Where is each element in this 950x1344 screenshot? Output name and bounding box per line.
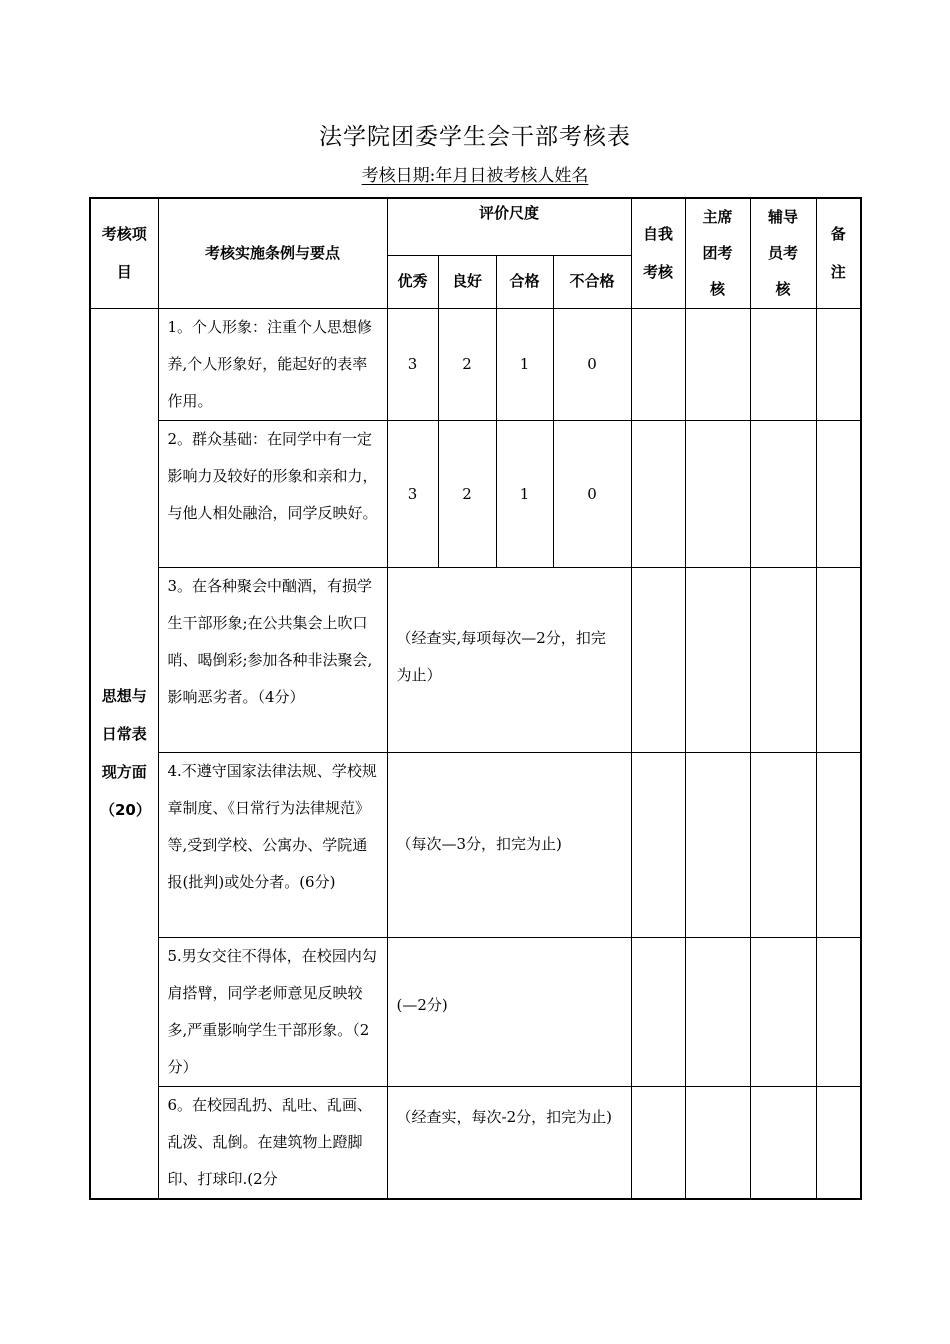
remark-cell[interactable]: [816, 420, 861, 567]
header-fail: 不合格: [553, 255, 631, 308]
header-chair: 主席团考核: [685, 198, 750, 308]
item-text: 2。群众基础：在同学中有一定影响力及较好的形象和亲和力，与他人相处融洽，同学反映好。: [158, 420, 387, 567]
item-text: 6。在校园乱扔、乱吐、乱画、乱泼、乱倒。在建筑物上蹬脚印、打球印.(2分: [158, 1086, 387, 1199]
score-excellent: 3: [387, 420, 438, 567]
self-assessment-cell[interactable]: [631, 420, 685, 567]
header-pass: 合格: [496, 255, 553, 308]
chair-assessment-cell[interactable]: [685, 420, 750, 567]
header-excellent: 优秀: [387, 255, 438, 308]
header-good: 良好: [438, 255, 496, 308]
chair-assessment-cell[interactable]: [685, 752, 750, 937]
document-title: 法学院团委学生会干部考核表: [319, 124, 631, 150]
score-pass: 1: [496, 308, 553, 420]
item-deduction-note: （每次—3分，扣完为止): [387, 752, 631, 937]
table-row: [90, 752, 861, 937]
table-row: [90, 567, 861, 752]
item-deduction-note: （经查实，每次-2分，扣完为止): [387, 1086, 631, 1199]
counselor-assessment-cell[interactable]: [750, 937, 816, 1086]
header-self: 自我考核: [631, 198, 685, 308]
category-cell: 思想与日常表现方面（20）: [90, 308, 158, 1199]
document-subtitle: 考核日期:年月日被考核人姓名: [361, 166, 589, 186]
counselor-assessment-cell[interactable]: [750, 420, 816, 567]
header-category: 考核项目: [90, 198, 158, 308]
header-content: 考核实施条例与要点: [158, 198, 387, 308]
score-fail: 0: [553, 308, 631, 420]
item-deduction-note: (—2分): [387, 937, 631, 1086]
remark-cell[interactable]: [816, 752, 861, 937]
item-text: 1。个人形象：注重个人思想修养,个人形象好，能起好的表率作用。: [158, 308, 387, 420]
self-assessment-cell[interactable]: [631, 567, 685, 752]
table-row: [90, 420, 861, 567]
remark-cell[interactable]: [816, 937, 861, 1086]
counselor-assessment-cell[interactable]: [750, 1086, 816, 1199]
chair-assessment-cell[interactable]: [685, 308, 750, 420]
assessment-table: [89, 197, 862, 1200]
item-text: 5.男女交往不得体，在校园内勾肩搭臂，同学老师意见反映较多,严重影响学生干部形象。（2分）: [158, 937, 387, 1086]
counselor-assessment-cell[interactable]: [750, 752, 816, 937]
item-text: 4.不遵守国家法律法规、学校规章制度、《日常行为法律规范》等,受到学校、公寓办、学院通报(批判)或处分者。(6分): [158, 752, 387, 937]
header-scale: 评价尺度: [387, 198, 631, 255]
remark-cell[interactable]: [816, 567, 861, 752]
score-excellent: 3: [387, 308, 438, 420]
chair-assessment-cell[interactable]: [685, 937, 750, 1086]
counselor-assessment-cell[interactable]: [750, 308, 816, 420]
chair-assessment-cell[interactable]: [685, 567, 750, 752]
table-row: [90, 308, 861, 420]
remark-cell[interactable]: [816, 308, 861, 420]
score-pass: 1: [496, 420, 553, 567]
counselor-assessment-cell[interactable]: [750, 567, 816, 752]
table-row: [90, 1086, 861, 1199]
self-assessment-cell[interactable]: [631, 1086, 685, 1199]
score-good: 2: [438, 420, 496, 567]
item-text: 3。在各种聚会中酗酒，有损学生干部形象;在公共集会上吹口哨、喝倒彩;参加各种非法聚会,影响恶劣者。（4分）: [158, 567, 387, 752]
self-assessment-cell[interactable]: [631, 752, 685, 937]
self-assessment-cell[interactable]: [631, 308, 685, 420]
score-good: 2: [438, 308, 496, 420]
table-row: [90, 937, 861, 1086]
chair-assessment-cell[interactable]: [685, 1086, 750, 1199]
header-remark: 备注: [816, 198, 861, 308]
self-assessment-cell[interactable]: [631, 937, 685, 1086]
item-deduction-note: （经查实,每项每次—2分，扣完为止）: [387, 567, 631, 752]
remark-cell[interactable]: [816, 1086, 861, 1199]
score-fail: 0: [553, 420, 631, 567]
header-counselor: 辅导员考核: [750, 198, 816, 308]
